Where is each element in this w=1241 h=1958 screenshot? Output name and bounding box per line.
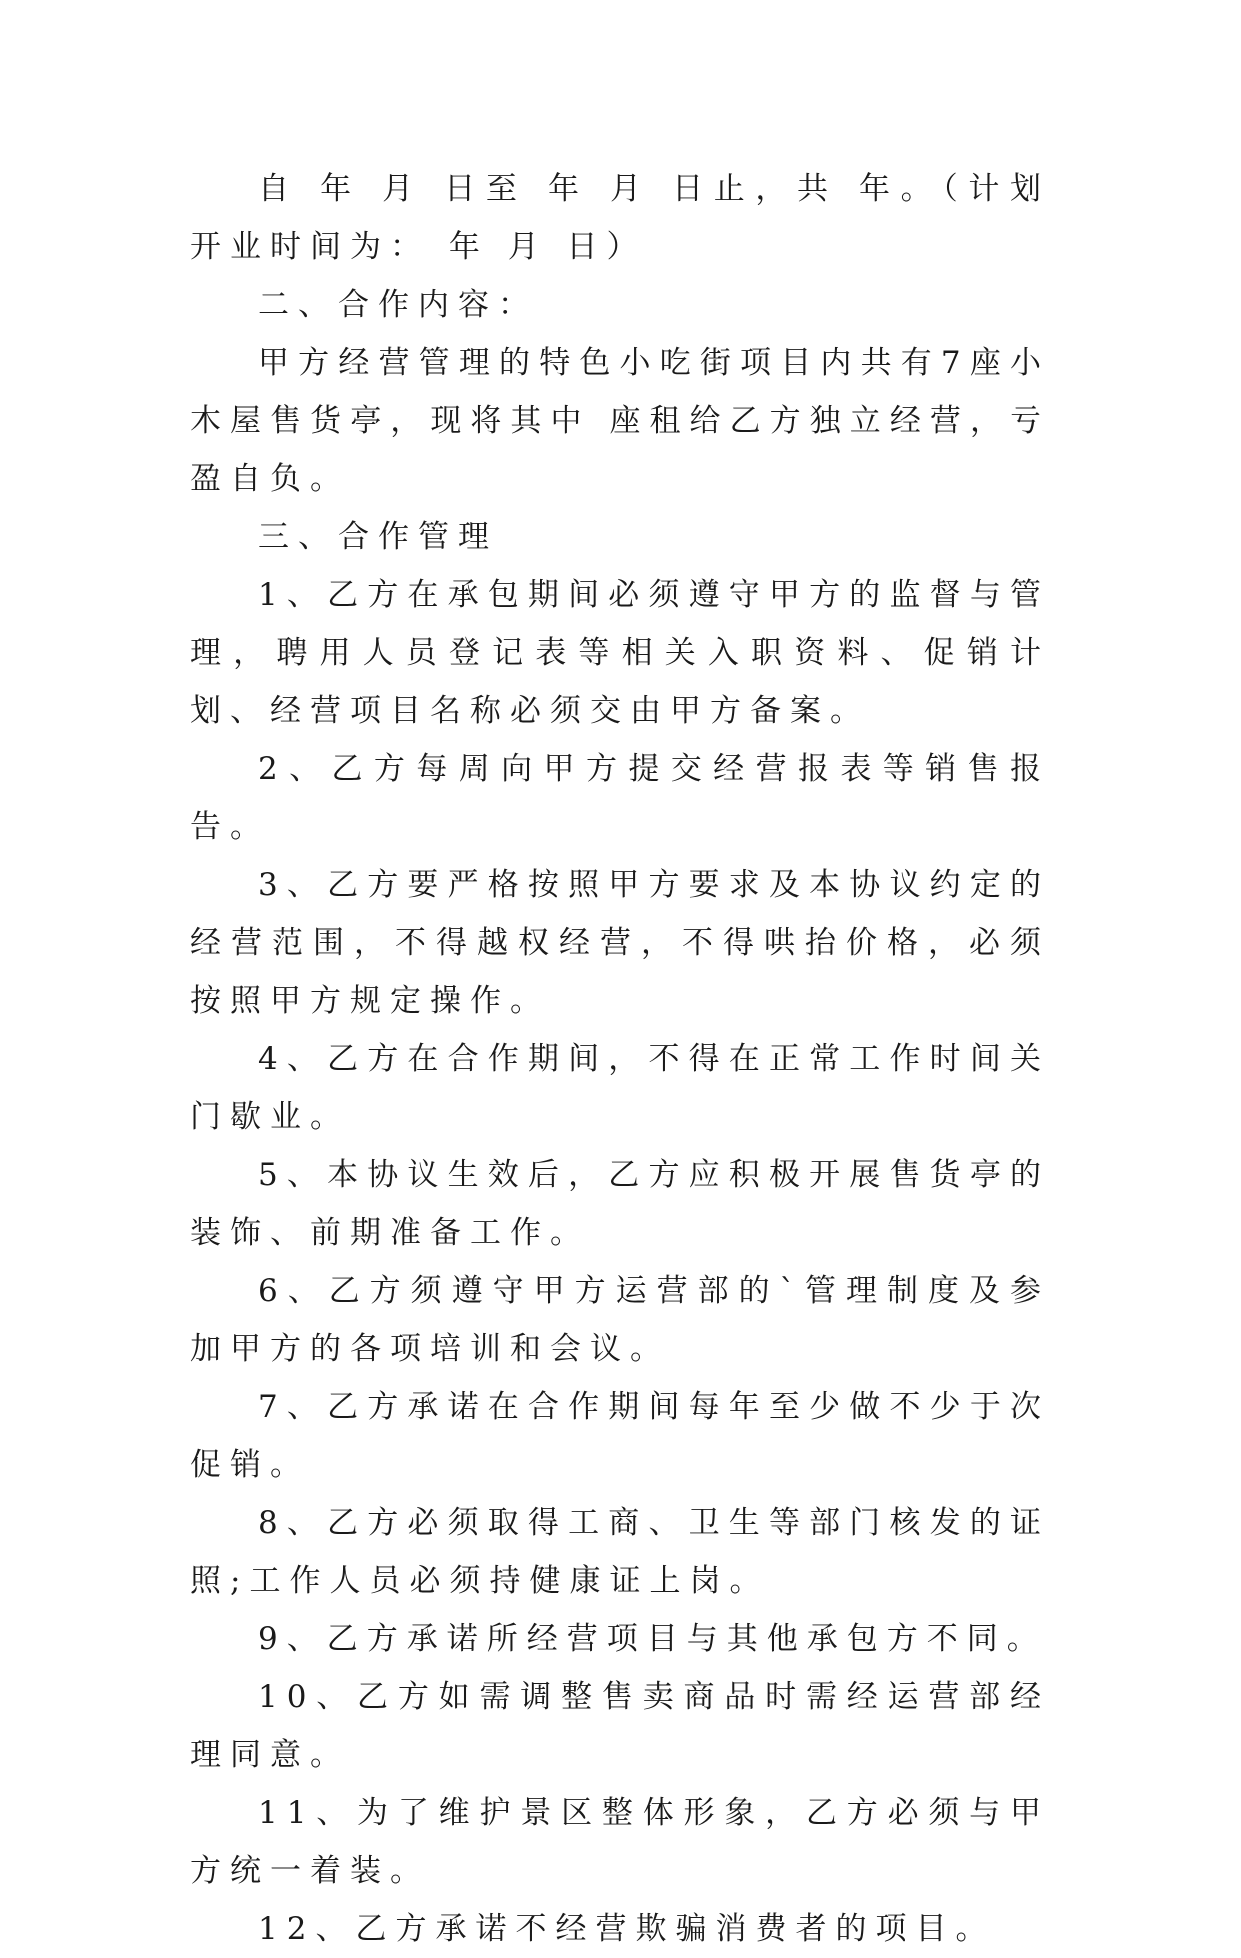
clause-12: 12、乙方承诺不经营欺骗消费者的项目。 <box>258 1911 996 1947</box>
paragraph-term: 自 年 月 日至 年 月 日止，共 年。（计划开业时间为： 年 月 日） <box>190 171 1050 265</box>
clause-3: 3、乙方要严格按照甲方要求及本协议约定的经营范围，不得越权经营，不得哄抬价格，必须按照甲方规定操作。 <box>190 867 1050 1019</box>
document-body <box>190 160 1050 1958</box>
clause-7: 7、乙方承诺在合作期间每年至少做不少于次促销。 <box>190 1389 1050 1483</box>
clause-10: 10、乙方如需调整售卖商品时需经运营部经理同意。 <box>190 1679 1050 1773</box>
heading-cooperation-content: 二、合作内容： <box>258 287 538 323</box>
clause-1: 1、乙方在承包期间必须遵守甲方的监督与管理，聘用人员登记表等相关入职资料、促销计划、经营项目名称必须交由甲方备案。 <box>190 577 1050 729</box>
clause-2: 2、乙方每周向甲方提交经营报表等销售报告。 <box>190 751 1050 845</box>
clause-5: 5、本协议生效后，乙方应积极开展售货亭的装饰、前期准备工作。 <box>190 1157 1050 1251</box>
heading-cooperation-management: 三、合作管理 <box>258 519 498 555</box>
paragraph-cooperation-content: 甲方经营管理的特色小吃街项目内共有7座小木屋售货亭，现将其中 座租给乙方独立经营，亏盈自负。 <box>190 345 1050 497</box>
clause-9: 9、乙方承诺所经营项目与其他承包方不同。 <box>258 1621 1047 1657</box>
clause-6: 6、乙方须遵守甲方运营部的`管理制度及参加甲方的各项培训和会议。 <box>190 1273 1050 1367</box>
clause-4: 4、乙方在合作期间，不得在正常工作时间关门歇业。 <box>190 1041 1050 1135</box>
clause-11: 11、为了维护景区整体形象，乙方必须与甲方统一着装。 <box>190 1795 1050 1889</box>
clause-8: 8、乙方必须取得工商、卫生等部门核发的证照;工作人员必须持健康证上岗。 <box>190 1505 1050 1599</box>
